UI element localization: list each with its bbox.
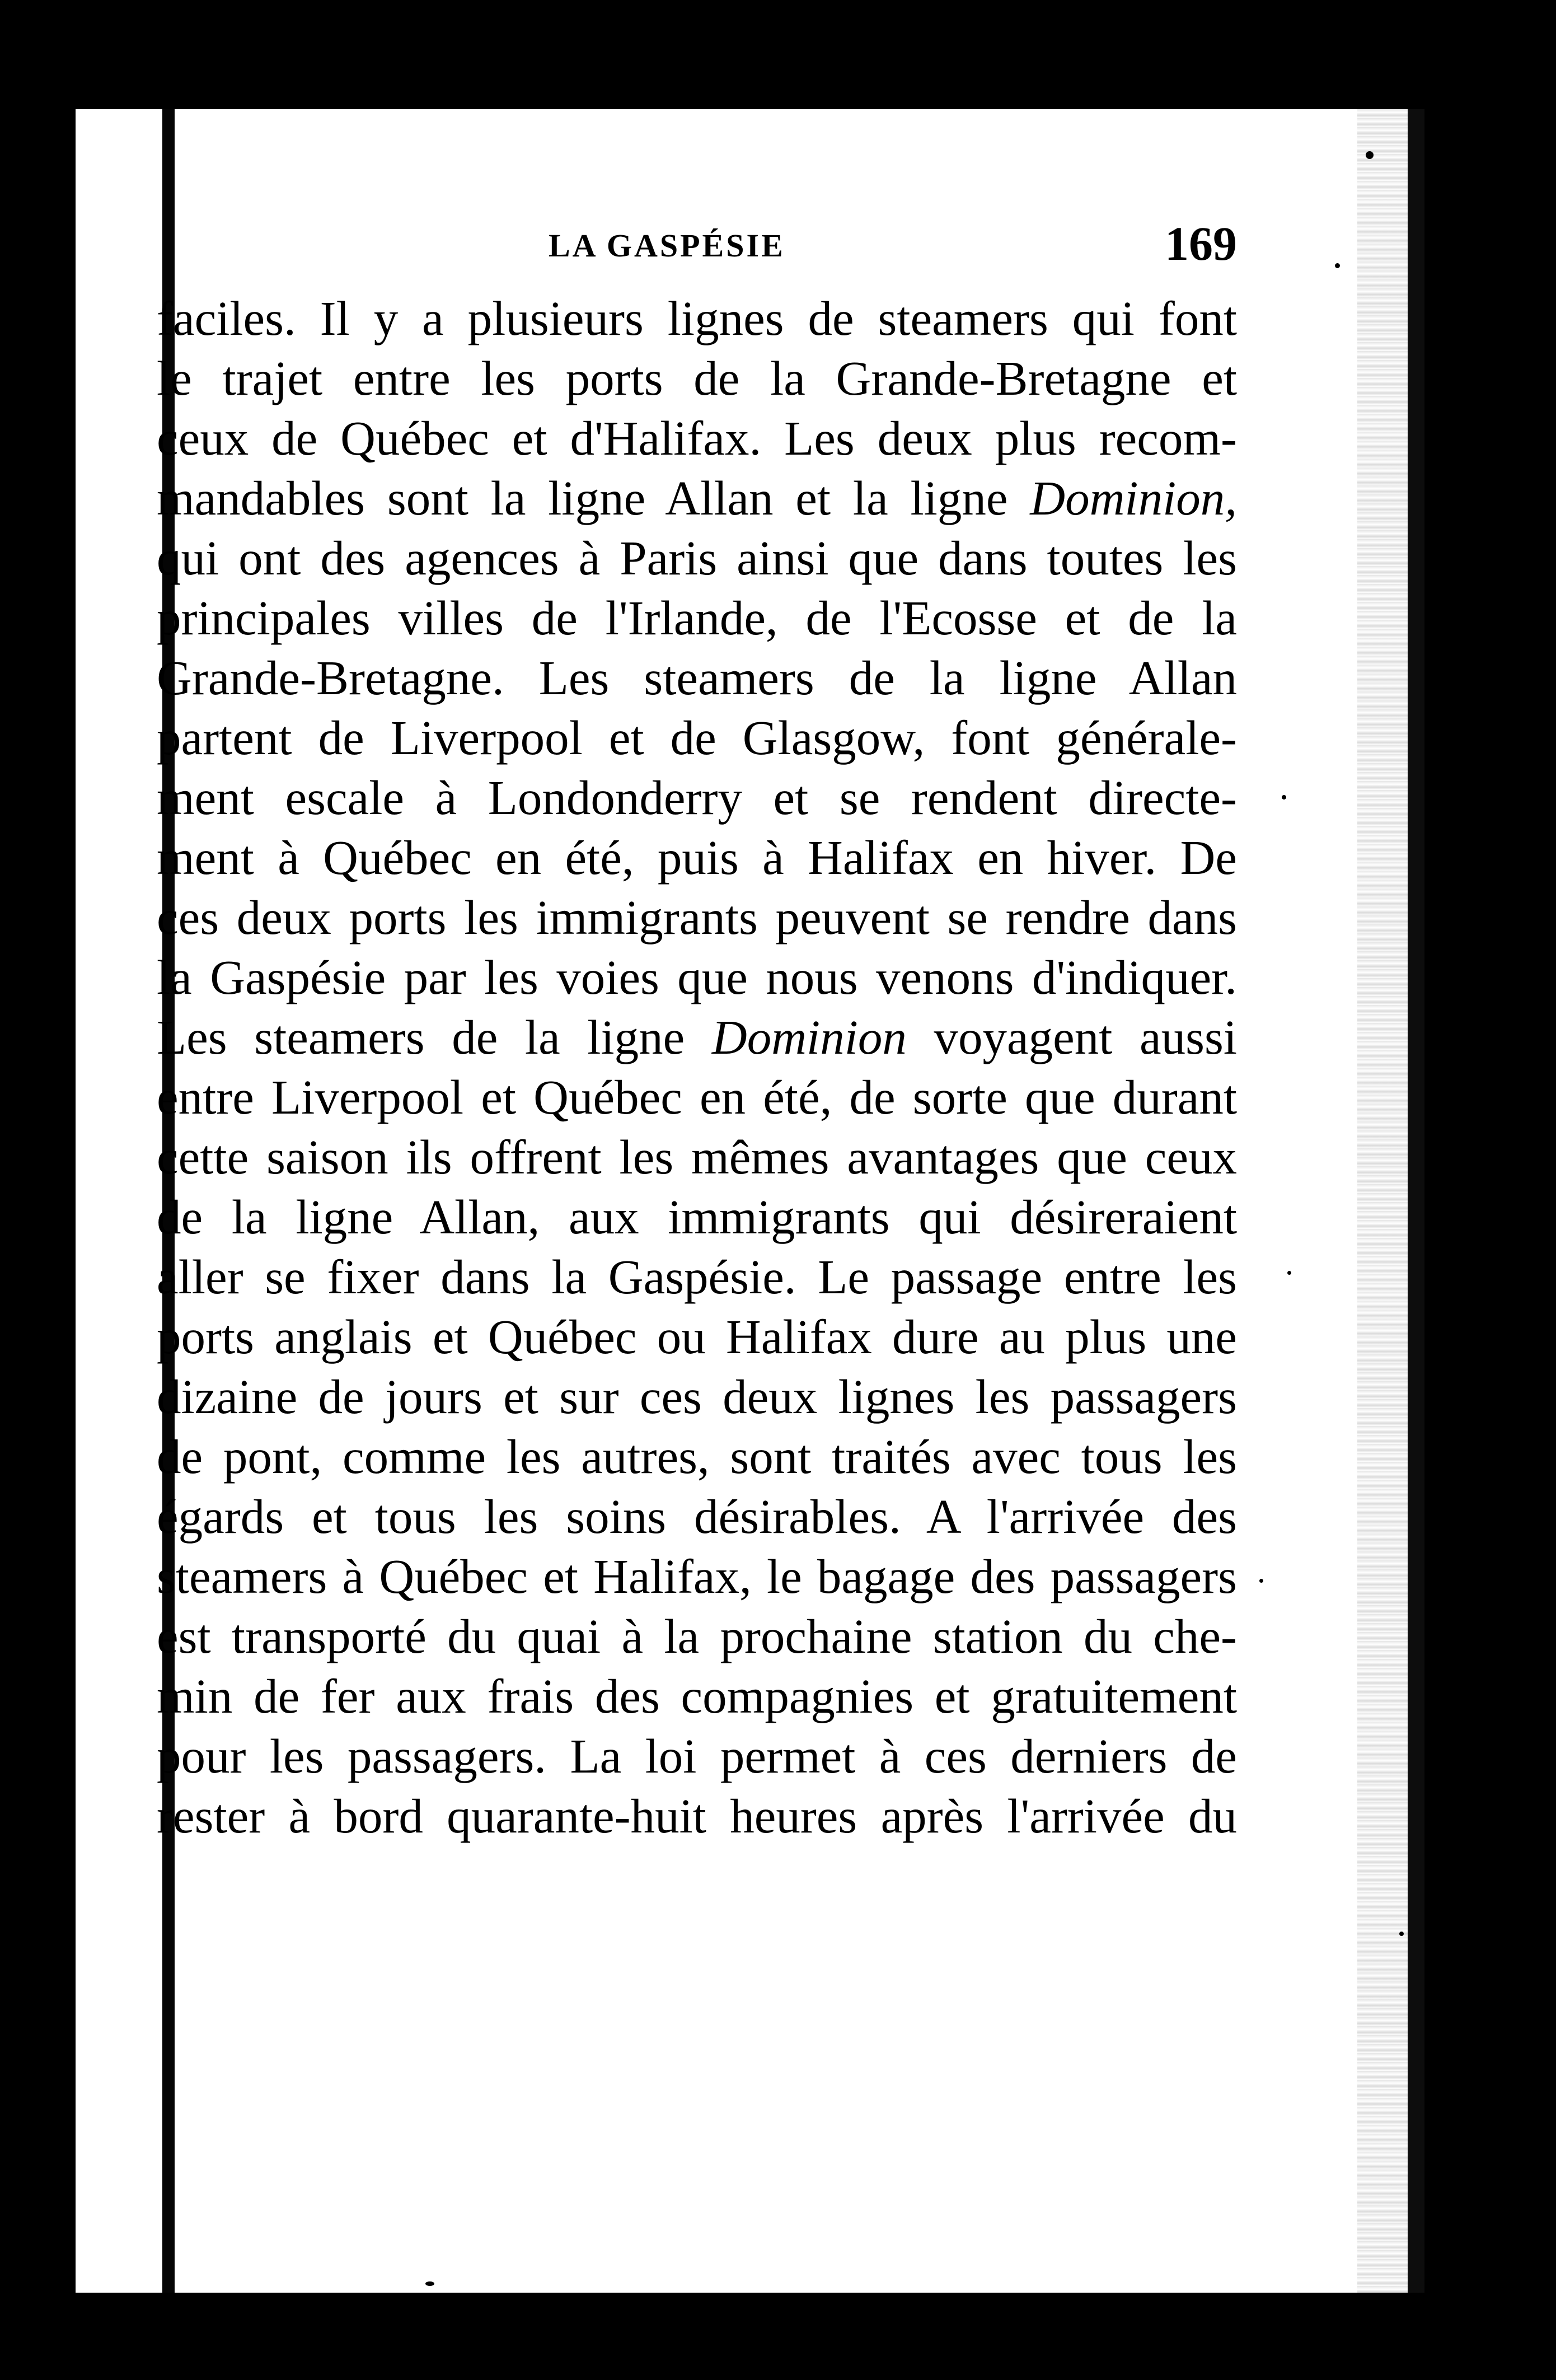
text-line [157, 1187, 1237, 1247]
text-span: faciles. Il y a plusieurs lignes de steamers qui font [157, 291, 1237, 345]
text-span: rester à bord quarante-huit heures après l'arrivée du [157, 1789, 1237, 1843]
text-line [157, 708, 1237, 768]
text-span: Les steamers de la ligne [157, 1010, 712, 1064]
text-span: mandables sont la ligne Allan et la ligne [157, 471, 1030, 525]
running-title: LA GASPÉSIE [549, 227, 785, 264]
text-span: ceux de Québec et d'Halifax. Les deux plus recom- [157, 411, 1237, 465]
text-span: cette saison ils offrent les mêmes avantages que ceux [157, 1130, 1237, 1184]
text-line [157, 468, 1237, 528]
text-line [157, 1247, 1237, 1307]
text-span: principales villes de l'Irlande, de l'Ecosse et de la [157, 591, 1237, 645]
text-span: de la ligne Allan, aux immigrants qui désireraient [157, 1190, 1237, 1244]
scan-speck [1282, 795, 1286, 799]
scan-speck [1399, 1932, 1404, 1936]
text-line [157, 1427, 1237, 1486]
text-line [157, 1606, 1237, 1666]
page-number: 169 [1165, 217, 1237, 270]
text-span: est transporté du quai à la prochaine station du che- [157, 1609, 1237, 1663]
scan-speck [1287, 1271, 1291, 1275]
running-header [157, 216, 1237, 277]
text-line [157, 348, 1237, 408]
body-text [157, 288, 1237, 1846]
text-span: ces deux ports les immigrants peuvent se rendre dans [157, 890, 1237, 944]
text-span: aller se fixer dans la Gaspésie. Le passage entre les [157, 1250, 1237, 1304]
scan-speck [425, 2281, 434, 2286]
text-span: qui ont des agences à Paris ainsi que dans toutes les [157, 531, 1237, 585]
text-line [157, 1666, 1237, 1726]
text-span: dizaine de jours et sur ces deux lignes les passagers [157, 1369, 1237, 1424]
text-span: ports anglais et Québec ou Halifax dure au plus une [157, 1310, 1237, 1364]
text-line [157, 528, 1237, 588]
text-line [157, 947, 1237, 1007]
text-line [157, 1067, 1237, 1127]
text-span: pour les passagers. La loi permet à ces derniers de [157, 1729, 1237, 1783]
text-span: ment escale à Londonderry et se rendent directe- [157, 770, 1237, 825]
text-line [157, 827, 1237, 887]
text-span: min de fer aux frais des compagnies et gratuitement [157, 1669, 1237, 1723]
text-line [157, 1786, 1237, 1846]
text-line [157, 648, 1237, 708]
text-span: ment à Québec en été, puis à Halifax en hiver. De [157, 830, 1237, 885]
text-line [157, 1007, 1237, 1067]
text-line [157, 408, 1237, 468]
text-span: Grande-Bretagne. Les steamers de la ligne Allan [157, 651, 1237, 705]
text-line [157, 1726, 1237, 1786]
page-edge-shadow [1357, 109, 1408, 2293]
text-line [157, 1367, 1237, 1427]
scan-speck [1259, 1579, 1263, 1583]
text-line [157, 1127, 1237, 1187]
text-line [157, 887, 1237, 947]
text-line [157, 1546, 1237, 1606]
text-span: le trajet entre les ports de la Grande-Bretagne et [157, 351, 1237, 405]
scan-speck [1335, 263, 1340, 268]
text-span: partent de Liverpool et de Glasgow, font générale- [157, 710, 1237, 765]
text-line [157, 768, 1237, 827]
text-line [157, 1307, 1237, 1367]
italic-text-span: Dominion [711, 1010, 907, 1064]
text-line [157, 288, 1237, 348]
text-span: steamers à Québec et Halifax, le bagage des passagers [157, 1549, 1237, 1603]
text-span: la Gaspésie par les voies que nous venons d'indiquer. [157, 950, 1237, 1004]
italic-text-span: Dominion, [1030, 471, 1237, 525]
text-line [157, 1486, 1237, 1546]
scan-speck [1366, 151, 1374, 159]
text-span: égards et tous les soins désirables. A l'arrivée des [157, 1489, 1237, 1544]
text-line [157, 588, 1237, 648]
text-span: voyagent aussi [906, 1010, 1237, 1064]
text-span: entre Liverpool et Québec en été, de sorte que durant [157, 1070, 1237, 1124]
text-span: de pont, comme les autres, sont traités avec tous les [157, 1429, 1237, 1484]
